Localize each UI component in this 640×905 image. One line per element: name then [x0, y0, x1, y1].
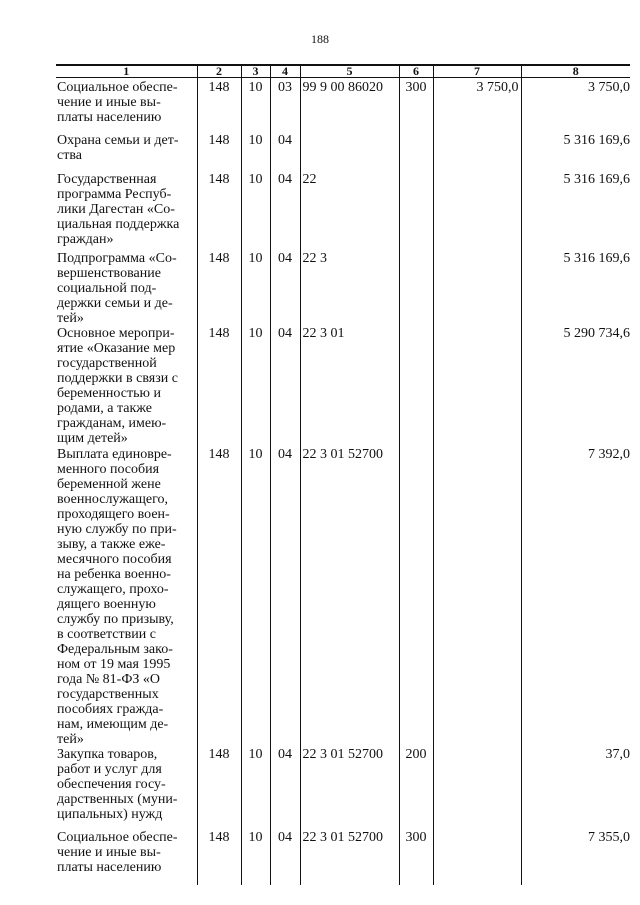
section-code: 10: [241, 251, 270, 326]
expense-type-code: 300: [399, 78, 433, 134]
table-row: [56, 133, 630, 172]
ministry-code: 148: [197, 133, 241, 172]
section-code: 10: [241, 133, 270, 172]
ministry-code: 148: [197, 747, 241, 830]
amount-col8: 5 316 169,6: [521, 251, 630, 326]
amount-col8: 5 316 169,6: [521, 133, 630, 172]
page-number: 188: [311, 32, 329, 46]
row-name: Охрана семьи и дет- ства: [56, 133, 197, 172]
row-name: Социальное обеспе- чение и иные вы- платы населению: [56, 78, 197, 134]
ministry-code: 148: [197, 172, 241, 251]
table-header-row: [56, 65, 630, 78]
amount-col8: 5 316 169,6: [521, 172, 630, 251]
row-name: Выплата единовре- менного пособия беременной жене военнослужащего, проходящего воен- ную службу по при- зыву, а также еже- месячного пособия на ребенка военно- служащего, прохо- дящего военную службу по призыву, в соответствии с Федеральным зако- ном от 19 мая 1995 года № 81-ФЗ «О государственных пособиях гражда- нам, имеющим де- тей»: [56, 447, 197, 747]
column-header: 4: [270, 65, 300, 78]
amount-col7: [433, 447, 521, 747]
table-row: [56, 830, 630, 885]
expense-type-code: [399, 447, 433, 747]
subsection-code: 04: [270, 830, 300, 885]
amount-col8: 3 750,0: [521, 78, 630, 134]
subsection-code: 04: [270, 747, 300, 830]
amount-col7: [433, 133, 521, 172]
amount-col8: 7 355,0: [521, 830, 630, 885]
ministry-code: 148: [197, 326, 241, 447]
expense-type-code: 300: [399, 830, 433, 885]
target-item-code: 22: [300, 172, 399, 251]
column-header: 5: [300, 65, 399, 78]
amount-col8: 7 392,0: [521, 447, 630, 747]
row-name: Закупка товаров, работ и услуг для обеспечения госу- дарственных (муни- ципальных) нужд: [56, 747, 197, 830]
amount-col7: [433, 747, 521, 830]
section-code: 10: [241, 447, 270, 747]
budget-table: [56, 64, 630, 885]
expense-type-code: [399, 133, 433, 172]
column-header: 7: [433, 65, 521, 78]
ministry-code: 148: [197, 251, 241, 326]
row-name: Государственная программа Респуб- лики Дагестан «Со- циальная поддержка граждан»: [56, 172, 197, 251]
table-row: [56, 78, 630, 134]
amount-col7: [433, 251, 521, 326]
expense-type-code: 200: [399, 747, 433, 830]
target-item-code: [300, 133, 399, 172]
column-header: 1: [56, 65, 197, 78]
amount-col7: [433, 172, 521, 251]
section-code: 10: [241, 326, 270, 447]
target-item-code: 22 3 01 52700: [300, 747, 399, 830]
amount-col8: 37,0: [521, 747, 630, 830]
ministry-code: 148: [197, 78, 241, 134]
expense-type-code: [399, 172, 433, 251]
table-row: [56, 747, 630, 830]
amount-col7: [433, 830, 521, 885]
subsection-code: 04: [270, 326, 300, 447]
target-item-code: 22 3 01: [300, 326, 399, 447]
column-header: 6: [399, 65, 433, 78]
subsection-code: 04: [270, 251, 300, 326]
section-code: 10: [241, 830, 270, 885]
column-header: 2: [197, 65, 241, 78]
subsection-code: 03: [270, 78, 300, 134]
column-header: 3: [241, 65, 270, 78]
target-item-code: 99 9 00 86020: [300, 78, 399, 134]
row-name: Социальное обеспе- чение и иные вы- платы населению: [56, 830, 197, 885]
row-name: Основное меропри- ятие «Оказание мер государственной поддержки в связи с беременностью и родами, а также гражданам, имею- щим детей»: [56, 326, 197, 447]
row-name: Подпрограмма «Со- вершенствование социальной под- держки семьи и де- тей»: [56, 251, 197, 326]
section-code: 10: [241, 78, 270, 134]
subsection-code: 04: [270, 172, 300, 251]
amount-col8: 5 290 734,6: [521, 326, 630, 447]
table-row: [56, 326, 630, 447]
amount-col7: 3 750,0: [433, 78, 521, 134]
target-item-code: 22 3: [300, 251, 399, 326]
target-item-code: 22 3 01 52700: [300, 830, 399, 885]
subsection-code: 04: [270, 447, 300, 747]
section-code: 10: [241, 747, 270, 830]
column-header: 8: [521, 65, 630, 78]
section-code: 10: [241, 172, 270, 251]
table-row: [56, 447, 630, 747]
expense-type-code: [399, 326, 433, 447]
expense-type-code: [399, 251, 433, 326]
table-row: [56, 251, 630, 326]
ministry-code: 148: [197, 830, 241, 885]
table-row: [56, 172, 630, 251]
ministry-code: 148: [197, 447, 241, 747]
amount-col7: [433, 326, 521, 447]
target-item-code: 22 3 01 52700: [300, 447, 399, 747]
subsection-code: 04: [270, 133, 300, 172]
